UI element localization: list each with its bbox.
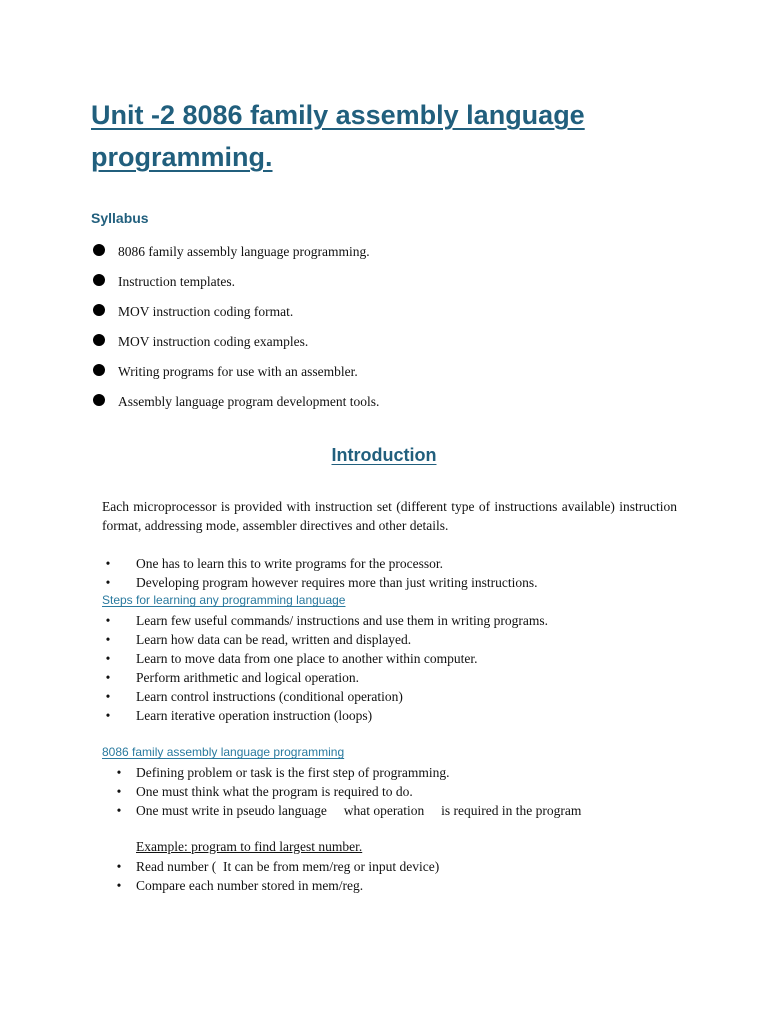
bullet-icon: • <box>105 556 111 571</box>
bullet-icon: • <box>116 765 122 780</box>
list-item: Instruction templates. <box>91 267 379 297</box>
bullet-icon: • <box>116 859 122 874</box>
bullet-icon <box>93 274 105 286</box>
list-item: • One must think what the program is required to do. <box>113 782 581 801</box>
list-item: • Learn few useful commands/ instructions and use them in writing programs. <box>102 611 548 630</box>
list-item: MOV instruction coding examples. <box>91 327 379 357</box>
list-item: • Read number ( It can be from mem/reg or input device) <box>113 857 439 876</box>
bullet-icon <box>93 364 105 376</box>
bullet-icon: • <box>105 575 111 590</box>
bullet-icon <box>93 304 105 316</box>
family-heading: 8086 family assembly language programming <box>102 745 345 759</box>
steps-heading: Steps for learning any programming language <box>102 593 346 607</box>
bullet-icon: • <box>105 708 111 723</box>
list-item: • Learn to move data from one place to another within computer. <box>102 649 548 668</box>
list-item: 8086 family assembly language programming. <box>91 237 379 267</box>
example-list <box>113 857 439 895</box>
list-item: • One must write in pseudo language what operation is required in the program <box>113 801 581 820</box>
bullet-icon <box>93 334 105 346</box>
bullet-icon: • <box>116 878 122 893</box>
bullet-icon: • <box>116 784 122 799</box>
introduction-paragraph: Each microprocessor is provided with instruction set (different type of instructions available) instruction format, addressing mode, assembler directives and other details. <box>102 499 677 533</box>
syllabus-heading: Syllabus <box>91 210 149 226</box>
list-item: • Learn iterative operation instruction (loops) <box>102 706 548 725</box>
example-label: Example: program to find largest number. <box>136 839 363 854</box>
list-item: Writing programs for use with an assembler. <box>91 357 379 387</box>
list-item: • Compare each number stored in mem/reg. <box>113 876 439 895</box>
list-item: Assembly language program development tools. <box>91 387 379 417</box>
family-list <box>113 763 581 820</box>
bullet-icon: • <box>116 803 122 818</box>
bullet-icon: • <box>105 689 111 704</box>
bullet-icon <box>93 244 105 256</box>
list-item: • Learn control instructions (conditional operation) <box>102 687 548 706</box>
syllabus-list <box>91 237 379 417</box>
list-item: • Defining problem or task is the first step of programming. <box>113 763 581 782</box>
list-item: • Developing program however requires more than just writing instructions. <box>102 573 538 592</box>
steps-list <box>102 611 548 725</box>
bullet-icon <box>93 394 105 406</box>
list-item: • Learn how data can be read, written and displayed. <box>102 630 548 649</box>
list-item: • One has to learn this to write programs for the processor. <box>102 554 538 573</box>
bullet-icon: • <box>105 670 111 685</box>
list-item: MOV instruction coding format. <box>91 297 379 327</box>
list-item: • Perform arithmetic and logical operation. <box>102 668 548 687</box>
introduction-bullets <box>102 554 538 592</box>
bullet-icon: • <box>105 613 111 628</box>
bullet-icon: • <box>105 632 111 647</box>
bullet-icon: • <box>105 651 111 666</box>
introduction-heading: Introduction <box>331 445 437 465</box>
page-title: Unit -2 8086 family assembly language programming. <box>91 100 585 172</box>
